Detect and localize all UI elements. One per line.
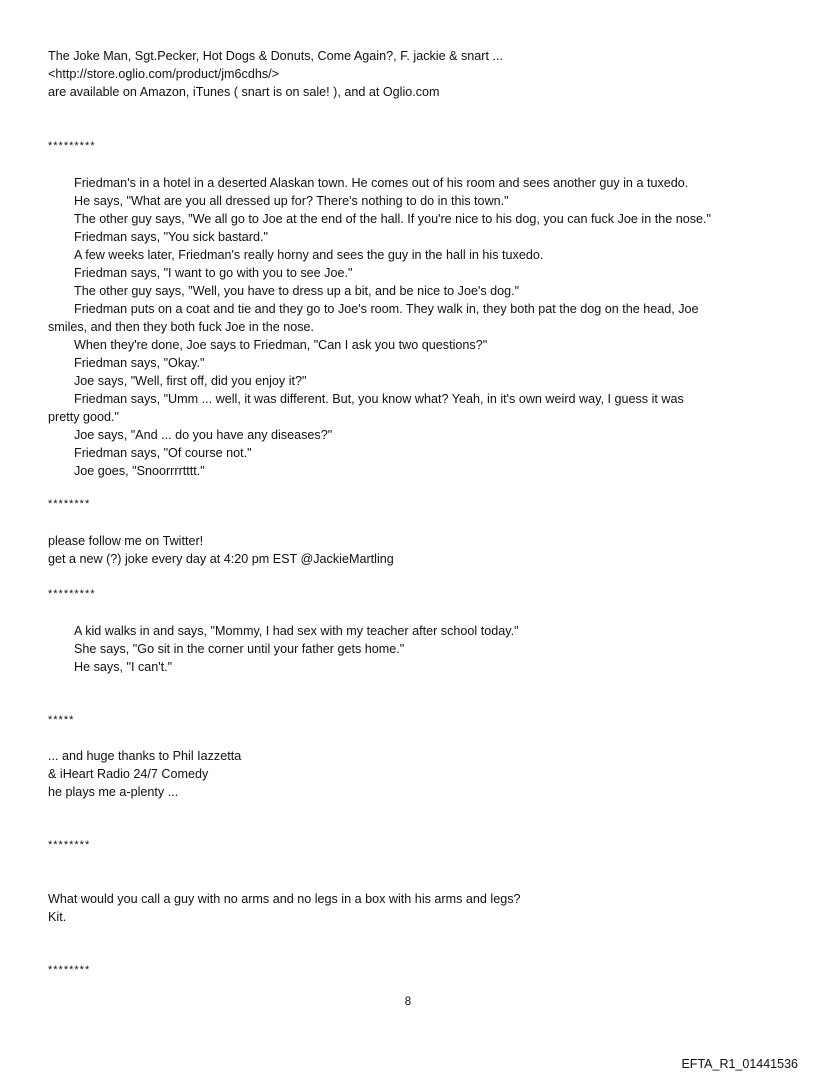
thanks-line: he plays me a-plenty ... <box>48 785 179 799</box>
joke-line: The other guy says, "We all go to Joe at the end of the hall. If you're nice to his dog, you can fuck Joe in the nose." <box>74 212 711 226</box>
separator: ******** <box>48 498 91 510</box>
joke-line: What would you call a guy with no arms and no legs in a box with his arms and legs? <box>48 892 521 906</box>
separator: ******** <box>48 839 91 851</box>
joke-line: Friedman says, "Okay." <box>74 356 205 370</box>
separator: ******** <box>48 964 91 976</box>
joke-line: The other guy says, "Well, you have to dress up a bit, and be nice to Joe's dog." <box>74 284 520 298</box>
separator: ***** <box>48 714 75 726</box>
intro-line-link: <http://store.oglio.com/product/jm6cdhs/> <box>48 67 280 81</box>
joke-line: pretty good." <box>48 410 119 424</box>
twitter-line: get a new (?) joke every day at 4:20 pm EST @JackieMartling <box>48 552 394 566</box>
joke-line: Joe goes, "Snoorrrrtttt." <box>74 464 205 478</box>
joke-line: When they're done, Joe says to Friedman, "Can I ask you two questions?" <box>74 338 488 352</box>
page-number: 8 <box>404 996 412 1008</box>
joke-line: Friedman says, "Umm ... well, it was different. But, you know what? Yeah, in it's own weird way, I guess it was <box>74 392 684 406</box>
thanks-line: ... and huge thanks to Phil Iazzetta <box>48 749 242 763</box>
joke-line: A kid walks in and says, "Mommy, I had sex with my teacher after school today." <box>74 624 519 638</box>
joke-line: Friedman says, "I want to go with you to see Joe." <box>74 266 353 280</box>
joke-line: Kit. <box>48 910 67 924</box>
joke-line: She says, "Go sit in the corner until your father gets home." <box>74 642 405 656</box>
separator: ********* <box>48 140 96 152</box>
joke-line: He says, "I can't." <box>74 660 173 674</box>
joke-line: Friedman puts on a coat and tie and they go to Joe's room. They walk in, they both pat the dog on the head, Joe <box>74 302 699 316</box>
joke-line: smiles, and then they both fuck Joe in the nose. <box>48 320 315 334</box>
thanks-line: & iHeart Radio 24/7 Comedy <box>48 767 209 781</box>
separator: ********* <box>48 588 96 600</box>
intro-line-availability: are available on Amazon, iTunes ( snart is on sale! ), and at Oglio.com <box>48 85 440 99</box>
joke-line: Friedman says, "Of course not." <box>74 446 252 460</box>
joke-line: He says, "What are you all dressed up for? There's nothing to do in this town." <box>74 194 509 208</box>
joke-line: A few weeks later, Friedman's really horny and sees the guy in the hall in his tuxedo. <box>74 248 544 262</box>
joke-line: Joe says, "And ... do you have any diseases?" <box>74 428 333 442</box>
twitter-line: please follow me on Twitter! <box>48 534 204 548</box>
joke-line: Friedman's in a hotel in a deserted Alaskan town. He comes out of his room and sees another guy in a tuxedo. <box>74 176 689 190</box>
joke-line: Friedman says, "You sick bastard." <box>74 230 268 244</box>
intro-line-titles: The Joke Man, Sgt.Pecker, Hot Dogs & Donuts, Come Again?, F. jackie & snart ... <box>48 49 503 63</box>
joke-line: Joe says, "Well, first off, did you enjoy it?" <box>74 374 307 388</box>
bates-number: EFTA_R1_01441536 <box>681 1057 798 1071</box>
